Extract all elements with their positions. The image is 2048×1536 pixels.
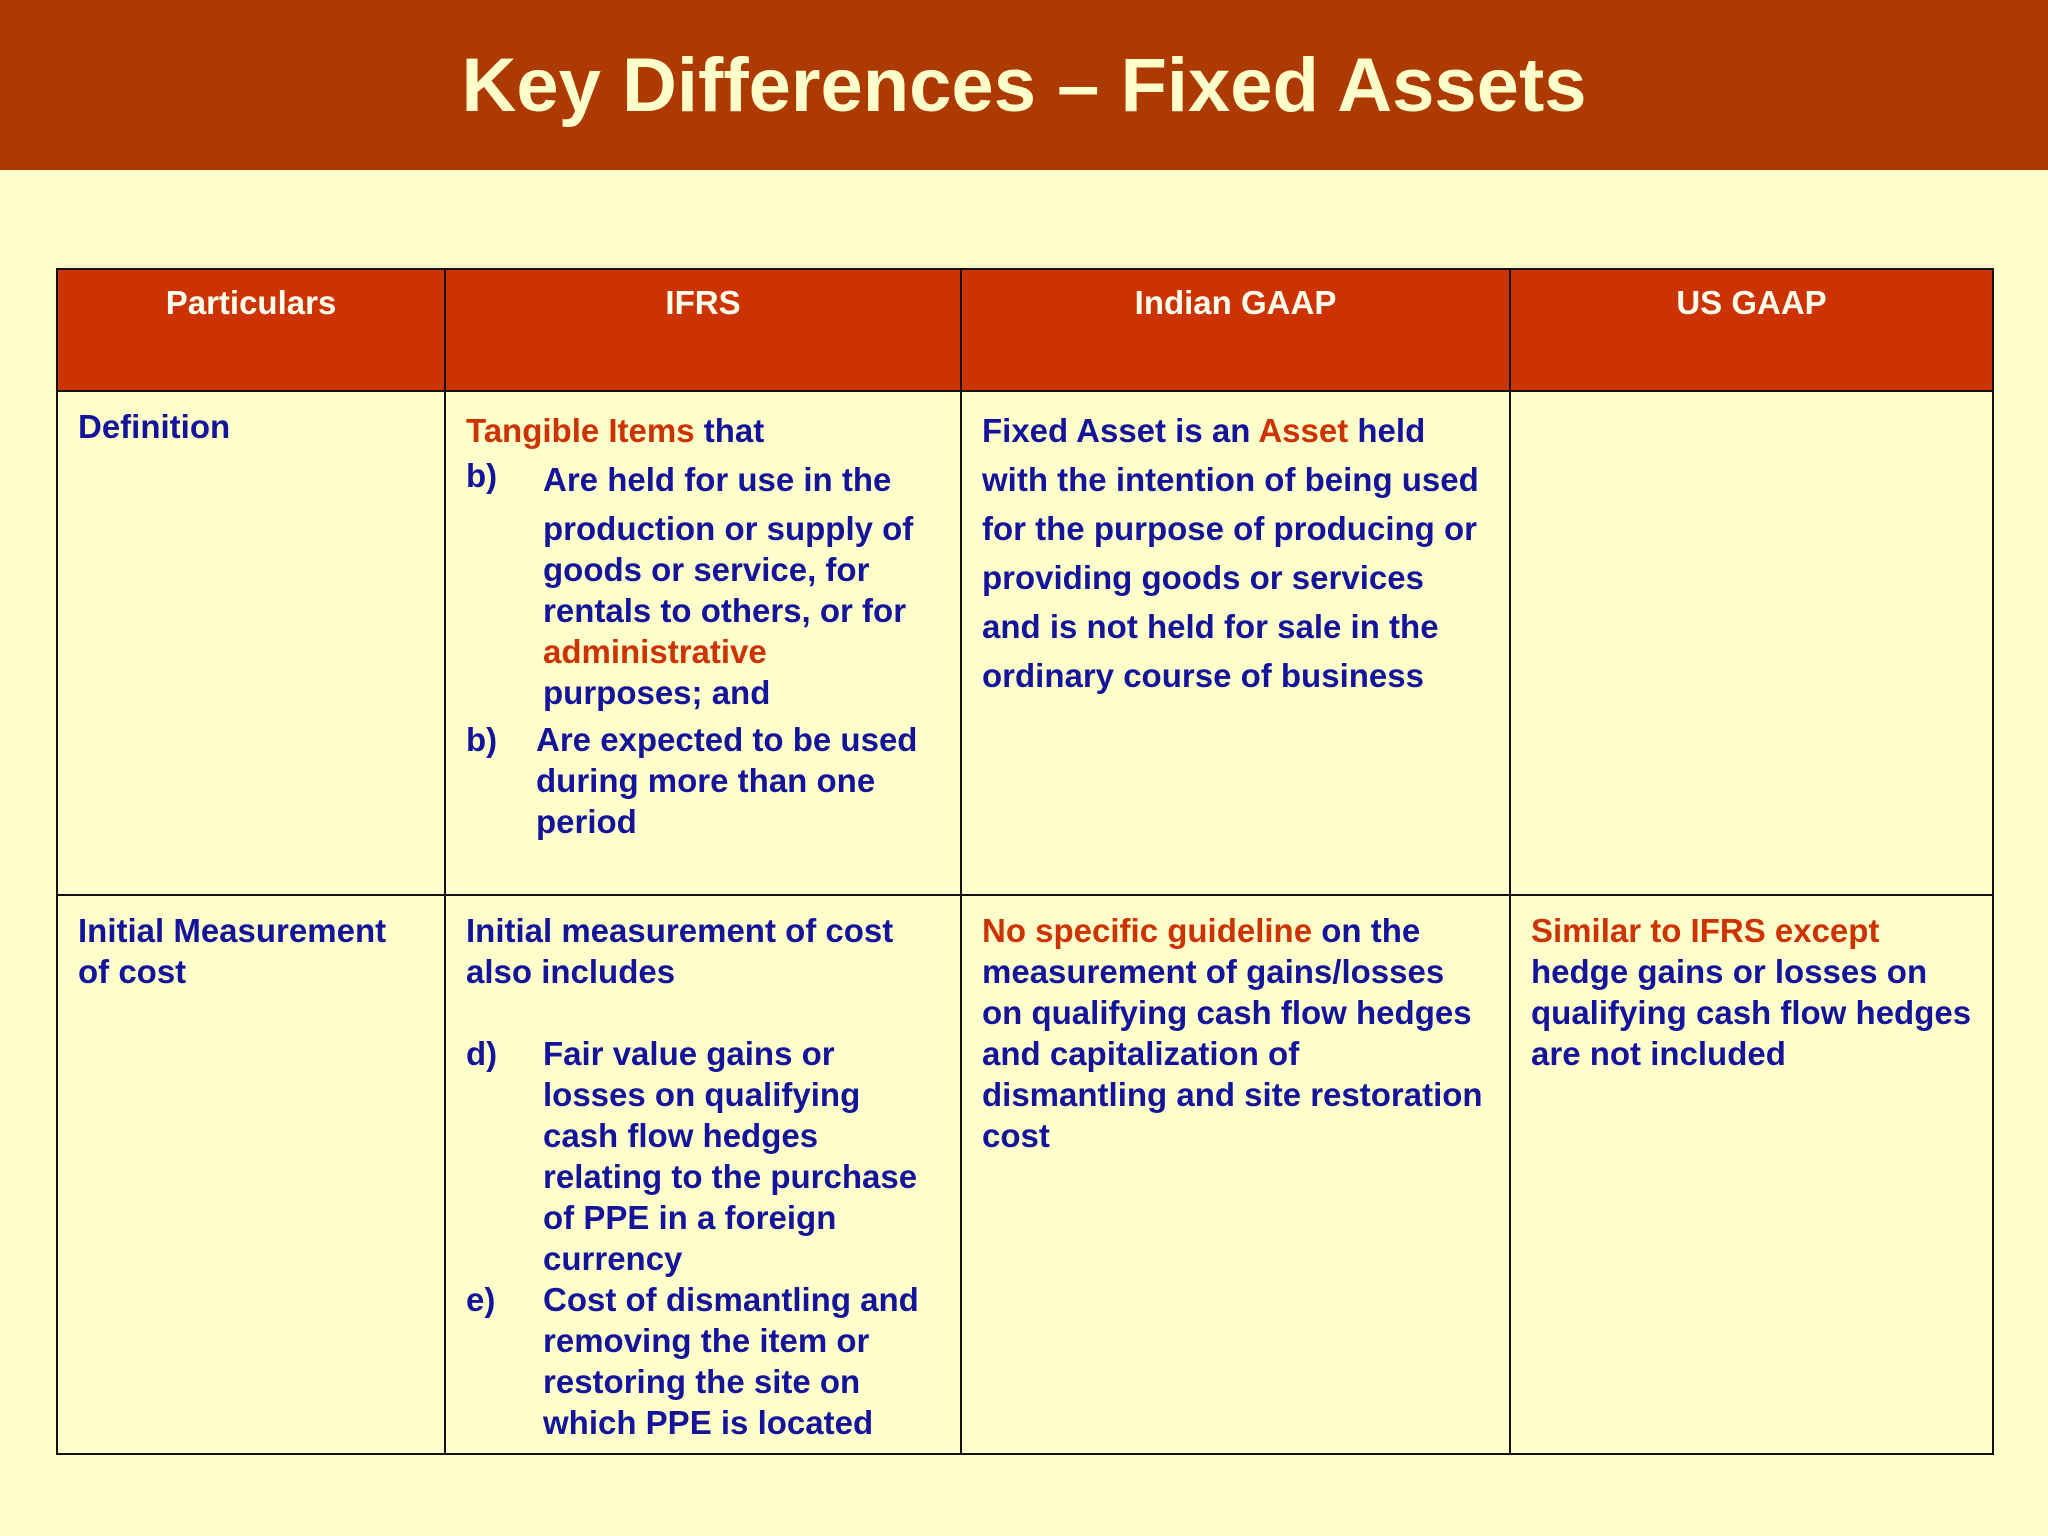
list-item: [466, 719, 940, 842]
list-item-text: Are held for use in the: [543, 461, 892, 498]
table-header-row: [57, 269, 1993, 391]
cell-text: Fixed Asset is an: [982, 412, 1259, 449]
header-indian-gaap: Indian GAAP: [961, 269, 1510, 391]
cell-particular-initial-measurement: [57, 895, 445, 1454]
cell-text: hedge gains or losses on qualifying cash flow hedges are not included: [1531, 953, 1972, 1072]
intro-text: that: [694, 412, 765, 449]
accent-text: No specific guideline: [982, 912, 1313, 949]
slide-title: Key Differences – Fixed Assets: [461, 42, 1587, 128]
list-item-text: Fair value gains or losses on qualifying cash flow hedges relating to the purchase of PPE in a foreign currency: [543, 1035, 918, 1277]
table-row-initial-measurement: [57, 895, 1993, 1454]
list-item: [466, 1279, 940, 1443]
list-item: [466, 1033, 940, 1279]
accent-text: Tangible Items: [466, 412, 695, 449]
ifrs-measurement-intro: Initial measurement of cost also includes: [466, 912, 894, 990]
table-row-definition: [57, 391, 1993, 895]
accent-text: Similar to IFRS except: [1531, 912, 1880, 949]
cell-text: on the measurement of gains/losses on qualifying cash flow hedges and capitalization of dismantling and site restoration cost: [982, 912, 1483, 1154]
particular-label: Initial Measurement of cost: [78, 912, 387, 990]
header-us-gaap: US GAAP: [1510, 269, 1993, 391]
cell-ifrs-definition: [445, 391, 961, 895]
cell-particular-definition: [57, 391, 445, 895]
cell-text: held with the intention of being used for the purpose of producing or providing goods or services and is not held for sale in the ordinary course of business: [982, 412, 1479, 694]
title-bar: [0, 0, 2048, 170]
list-item-text: production or supply of goods or service, for rentals to others, or for: [543, 510, 914, 629]
list-marker: d): [466, 1035, 498, 1072]
list-marker: b): [466, 457, 498, 494]
particular-label: Definition: [78, 408, 231, 445]
list-item-text: purposes; and: [543, 674, 771, 711]
list-item-text: Cost of dismantling and removing the item or restoring the site on which PPE is located: [543, 1281, 919, 1441]
cell-indian-gaap-definition: [961, 391, 1510, 895]
comparison-table: [56, 268, 1994, 1455]
cell-us-gaap-initial-measurement: [1510, 895, 1993, 1454]
cell-indian-gaap-initial-measurement: [961, 895, 1510, 1454]
list-marker: e): [466, 1281, 496, 1318]
accent-text: Asset: [1258, 412, 1349, 449]
list-item: [466, 455, 940, 713]
accent-text: administrative: [543, 633, 767, 670]
cell-ifrs-initial-measurement: [445, 895, 961, 1454]
cell-us-gaap-definition: [1510, 391, 1993, 895]
header-particulars: Particulars: [57, 269, 445, 391]
header-ifrs: IFRS: [445, 269, 961, 391]
ifrs-definition-intro: [466, 406, 940, 455]
list-marker: b): [466, 721, 498, 758]
list-item-text: Are expected to be used during more than one period: [536, 721, 918, 840]
